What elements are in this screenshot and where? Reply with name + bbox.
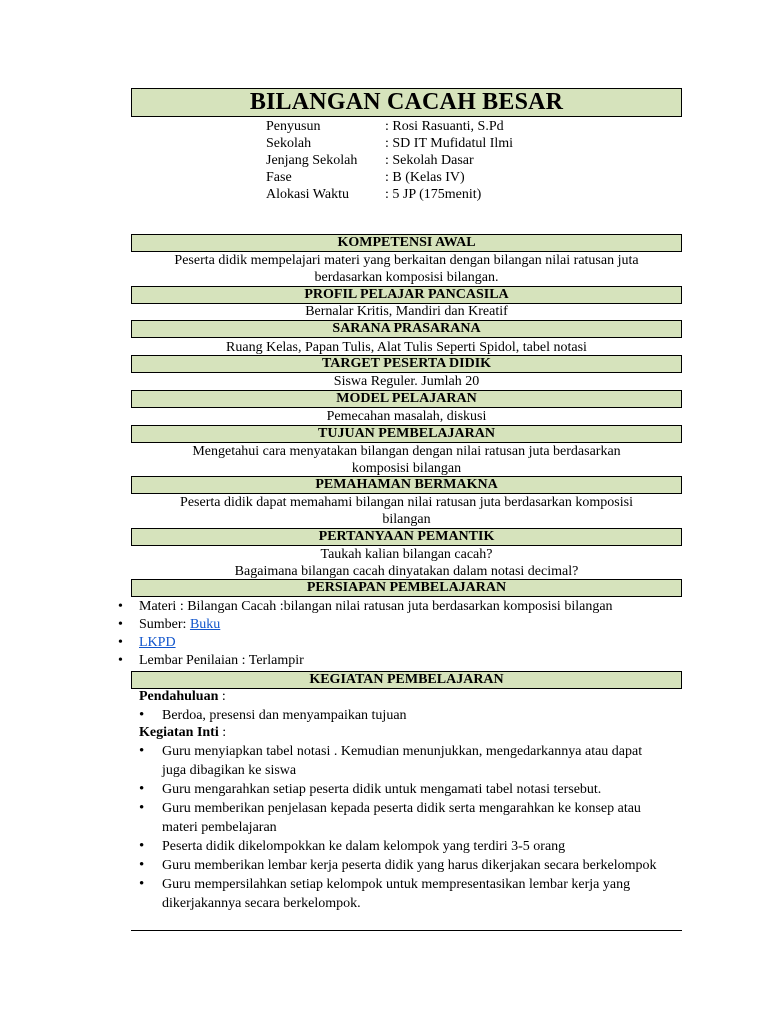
- section-body-target: [131, 373, 682, 390]
- kegiatan-inti-colon: :: [218, 725, 227, 740]
- bullet-icon: •: [139, 857, 145, 873]
- meta-info: [266, 118, 513, 203]
- list-item: [118, 598, 613, 616]
- body-line: Bagaimana bilangan cacah dinyatakan dalam notasi decimal?: [234, 564, 579, 579]
- list-item-text: Guru mempersilahkan setiap kelompok untuk mempresentasikan lembar kerja yang dikerjakannya secara berkelompok.: [162, 877, 631, 911]
- meta-row-sekolah: [266, 135, 513, 152]
- meta-row-fase: [266, 169, 513, 186]
- body-line: Siswa Reguler. Jumlah 20: [333, 374, 480, 389]
- meta-value: : SD IT Mufidatul Ilmi: [385, 136, 514, 151]
- section-header-target: TARGET PESERTA DIDIK: [131, 355, 682, 373]
- section-header-model: MODEL PELAJARAN: [131, 390, 682, 408]
- list-item: [118, 652, 613, 670]
- body-line: Ruang Kelas, Papan Tulis, Alat Tulis Seperti Spidol, tabel notasi: [226, 340, 587, 355]
- meta-value: : Sekolah Dasar: [385, 153, 474, 168]
- body-line: Bernalar Kritis, Mandiri dan Kreatif: [305, 304, 508, 319]
- body-line: Taukah kalian bilangan cacah?: [320, 547, 493, 562]
- kegiatan-inti-list: [139, 742, 662, 913]
- section-body-tujuan: [131, 443, 682, 477]
- bullet-icon: •: [118, 653, 123, 668]
- sumber-link[interactable]: Buku: [189, 617, 221, 632]
- list-item: [139, 706, 682, 725]
- bullet-icon: •: [118, 617, 123, 632]
- meta-row-jenjang: [266, 152, 513, 169]
- list-item-text: Sumber:: [139, 617, 190, 632]
- section-header-sarana: SARANA PRASARANA: [131, 320, 682, 338]
- bullet-icon: •: [139, 707, 145, 723]
- list-item-text: Peserta didik dikelompokkan ke dalam kelompok yang terdiri 3-5 orang: [162, 839, 566, 854]
- meta-key: Alokasi Waktu: [266, 187, 349, 202]
- list-item-text: Lembar Penilaian : Terlampir: [139, 653, 304, 668]
- body-line: bilangan: [382, 512, 431, 527]
- list-item: [139, 875, 662, 913]
- body-line: Pemecahan masalah, diskusi: [326, 409, 487, 424]
- section-body-pertanyaan: [131, 546, 682, 580]
- body-line: Mengetahui cara menyatakan bilangan dengan nilai ratusan juta berdasarkan: [192, 444, 621, 459]
- list-item: [139, 780, 662, 799]
- body-line: berdasarkan komposisi bilangan.: [314, 270, 499, 285]
- kegiatan-inti-heading: [139, 723, 226, 742]
- pendahuluan-colon: :: [218, 689, 226, 704]
- bullet-icon: •: [139, 743, 145, 759]
- section-body-sarana: [131, 339, 682, 356]
- meta-value: : 5 JP (175menit): [385, 187, 482, 202]
- section-header-pertanyaan: PERTANYAAN PEMANTIK: [131, 528, 682, 546]
- section-body-pemahaman: [131, 494, 682, 528]
- pendahuluan-list: [139, 706, 682, 725]
- section-header-kegiatan: KEGIATAN PEMBELAJARAN: [131, 671, 682, 689]
- list-item-text: Guru mengarahkan setiap peserta didik untuk mengamati tabel notasi tersebut.: [162, 782, 602, 797]
- body-line: Peserta didik dapat memahami bilangan nilai ratusan juta berdasarkan komposisi: [180, 495, 633, 510]
- kegiatan-inti-label: Kegiatan Inti: [139, 725, 219, 740]
- title-box: [131, 88, 682, 117]
- pendahuluan-label: Pendahuluan: [139, 689, 219, 704]
- list-item: [139, 742, 662, 780]
- section-header-profil: PROFIL PELAJAR PANCASILA: [131, 286, 682, 304]
- bullet-icon: •: [139, 781, 145, 797]
- meta-row-alokasi: [266, 186, 513, 203]
- section-body-model: [131, 408, 682, 425]
- list-item-text: Guru menyiapkan tabel notasi . Kemudian menunjukkan, mengedarkannya atau dapat juga dibagikan ke siswa: [162, 744, 643, 778]
- bottom-rule: [131, 930, 682, 931]
- meta-value: : Rosi Rasuanti, S.Pd: [385, 119, 504, 134]
- list-item-text: Materi : Bilangan Cacah :bilangan nilai ratusan juta berdasarkan komposisi bilangan: [139, 599, 613, 614]
- pendahuluan-heading: [139, 687, 226, 706]
- meta-key: Jenjang Sekolah: [266, 153, 358, 168]
- bullet-icon: •: [118, 635, 123, 650]
- persiapan-list: [118, 598, 613, 670]
- section-header-tujuan: TUJUAN PEMBELAJARAN: [131, 425, 682, 443]
- meta-key: Penyusun: [266, 119, 321, 134]
- list-item: [139, 856, 662, 875]
- meta-key: Sekolah: [266, 136, 312, 151]
- list-item: [118, 616, 613, 634]
- list-item: [139, 799, 662, 837]
- page-title: BILANGAN CACAH BESAR: [249, 89, 564, 115]
- list-item-text: Guru memberikan lembar kerja peserta didik yang harus dikerjakan secara berkelompok: [162, 858, 657, 873]
- list-item: [139, 837, 662, 856]
- lkpd-link[interactable]: LKPD: [139, 635, 176, 650]
- bullet-icon: •: [139, 800, 145, 816]
- body-line: komposisi bilangan: [351, 461, 462, 476]
- meta-value: : B (Kelas IV): [385, 170, 465, 185]
- list-item: [118, 634, 613, 652]
- section-header-kompetensi-awal: KOMPETENSI AWAL: [131, 234, 682, 252]
- bullet-icon: •: [118, 599, 123, 614]
- bullet-icon: •: [139, 838, 145, 854]
- meta-row-penyusun: [266, 118, 513, 135]
- body-line: Peserta didik mempelajari materi yang berkaitan dengan bilangan nilai ratusan juta: [174, 253, 639, 268]
- section-header-pemahaman: PEMAHAMAN BERMAKNA: [131, 476, 682, 494]
- meta-key: Fase: [266, 170, 292, 185]
- list-item-text: Berdoa, presensi dan menyampaikan tujuan: [162, 708, 407, 723]
- bullet-icon: •: [139, 876, 145, 892]
- section-body-profil: [131, 303, 682, 320]
- section-body-kompetensi-awal: [131, 252, 682, 286]
- section-header-persiapan: PERSIAPAN PEMBELAJARAN: [131, 579, 682, 597]
- list-item-text: Guru memberikan penjelasan kepada peserta didik serta mengarahkan ke konsep atau materi pembelajaran: [162, 801, 641, 835]
